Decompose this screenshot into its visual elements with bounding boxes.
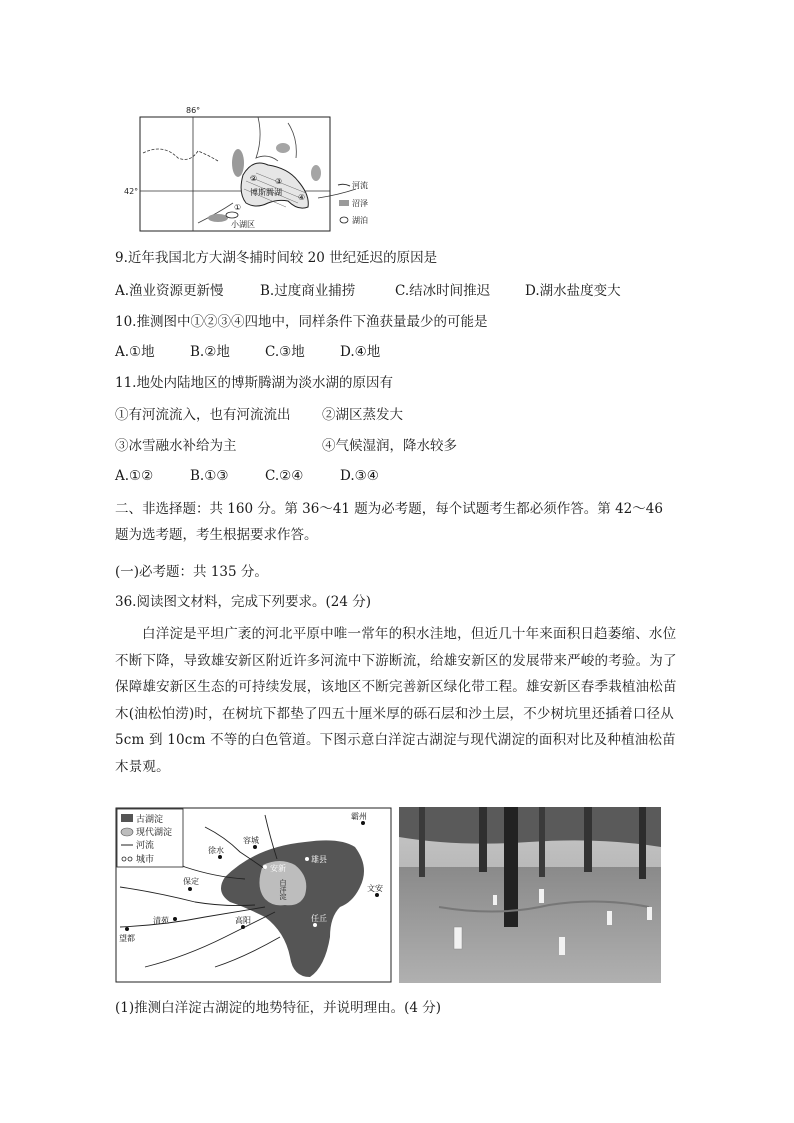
section2-heading: 二、非选择题：共 160 分。第 36～41 题为必考题，每个试题考生都必须作答。第 42～46 题为选考题，考生根据要求作答。 <box>115 501 663 543</box>
q11-item-3: ③冰雪融水补给为主 <box>115 438 237 454</box>
q11-items-row2 <box>115 437 457 455</box>
q10-stem: 10.推测图中①②③④四地中，同样条件下渔获量最少的可能是 <box>115 314 488 330</box>
point-2: ② <box>250 174 258 183</box>
q36-stem: 36.阅读图文材料，完成下列要求。(24 分) <box>115 594 371 610</box>
q10-options <box>115 343 380 361</box>
q9-option-a: A.渔业资源更新慢 <box>115 283 224 299</box>
city-qingyuan: 清苑 <box>153 916 169 925</box>
q10-option-a: A.①地 <box>115 344 155 360</box>
q9-option-b: B.过度商业捕捞 <box>260 283 356 299</box>
point-1: ① <box>234 203 242 212</box>
q11-option-d: D.③④ <box>340 468 379 484</box>
city-baiyangdian: 白洋淀 <box>279 879 287 900</box>
q10-option-c: C.③地 <box>265 344 305 360</box>
city-anxin: 安新 <box>270 864 286 873</box>
q36-material: 白洋淀是平坦广袤的河北平原中唯一常年的积水洼地，但近几十年来面积日趋萎缩、水位不断下降，导致雄安新区附近许多河流中下游断流，给雄安新区的发展带来严峻的考验。为了保障雄安新区生态的可持续发展，该地区不断完善新区绿化带工程。雄安新区春季栽植油松苗木(油松怕涝)时，在树坑下都垫了四五十厘米厚的砾石层和沙土层，不少树坑里还插着口径从 5cm 到 10cm 不等的白色管道。下图示意白洋淀古湖淀与现代湖淀的面积对比及种植油松苗木景观。 <box>115 626 677 775</box>
city-gaoyang: 高阳 <box>235 916 251 925</box>
q11-item-2: ②湖区蒸发大 <box>322 407 403 423</box>
legend-swamp: 沼泽 <box>352 199 368 208</box>
legend-lake: 湖泊 <box>352 216 368 225</box>
q11-item-1: ①有河流流入，也有河流流出 <box>115 407 291 423</box>
q36-sub1: (1)推测白洋淀古湖淀的地势特征，并说明理由。(4 分) <box>115 1000 442 1016</box>
q11-option-c: C.②④ <box>265 468 304 484</box>
q11-stem: 11.地处内陆地区的博斯腾湖为淡水湖的原因有 <box>115 375 393 391</box>
legend-river: 河流 <box>352 181 368 190</box>
q10-option-b: B.②地 <box>190 344 230 360</box>
city-wenan: 文安 <box>367 884 383 893</box>
lon-label: 86° <box>186 106 201 115</box>
city-wangdu: 望都 <box>119 934 135 943</box>
legend-city: 城市 <box>136 855 155 865</box>
city-xiongxian: 雄县 <box>311 855 327 864</box>
city-baoding: 保定 <box>183 877 199 886</box>
q9-options <box>115 282 621 300</box>
q10-option-d: D.④地 <box>340 344 381 360</box>
legend-modern: 现代湖淀 <box>136 828 173 838</box>
legend-river2: 河流 <box>136 841 155 851</box>
city-bazhou: 霸州 <box>351 812 367 821</box>
q11-item-4: ④气候湿润，降水较多 <box>322 438 457 454</box>
city-xushui: 徐水 <box>208 846 224 855</box>
q9-option-c: C.结冰时间推迟 <box>395 283 491 299</box>
pine-planting-photo <box>399 807 661 983</box>
q9-option-d: D.湖水盐度变大 <box>525 283 621 299</box>
legend-ancient: 古湖淀 <box>136 815 164 825</box>
q11-items-row1 <box>115 406 403 424</box>
baiyangdian-map <box>115 807 392 983</box>
lake-label: 博斯腾湖 <box>250 188 282 197</box>
city-renqiu: 任丘 <box>311 914 327 923</box>
small-lake-label: 小湖区 <box>231 220 255 229</box>
lat-label: 42° <box>124 187 139 196</box>
city-rongcheng: 容城 <box>243 836 259 845</box>
q9-stem: 9.近年我国北方大湖冬捕时间较 20 世纪延迟的原因是 <box>115 250 438 266</box>
bosten-lake-map <box>124 103 378 233</box>
q11-option-a: A.①② <box>115 468 154 484</box>
section2-required: (一)必考题：共 135 分。 <box>115 564 268 580</box>
q11-options <box>115 467 379 485</box>
q11-option-b: B.①③ <box>190 468 229 484</box>
point-3: ③ <box>275 177 283 186</box>
point-4: ④ <box>298 193 306 202</box>
